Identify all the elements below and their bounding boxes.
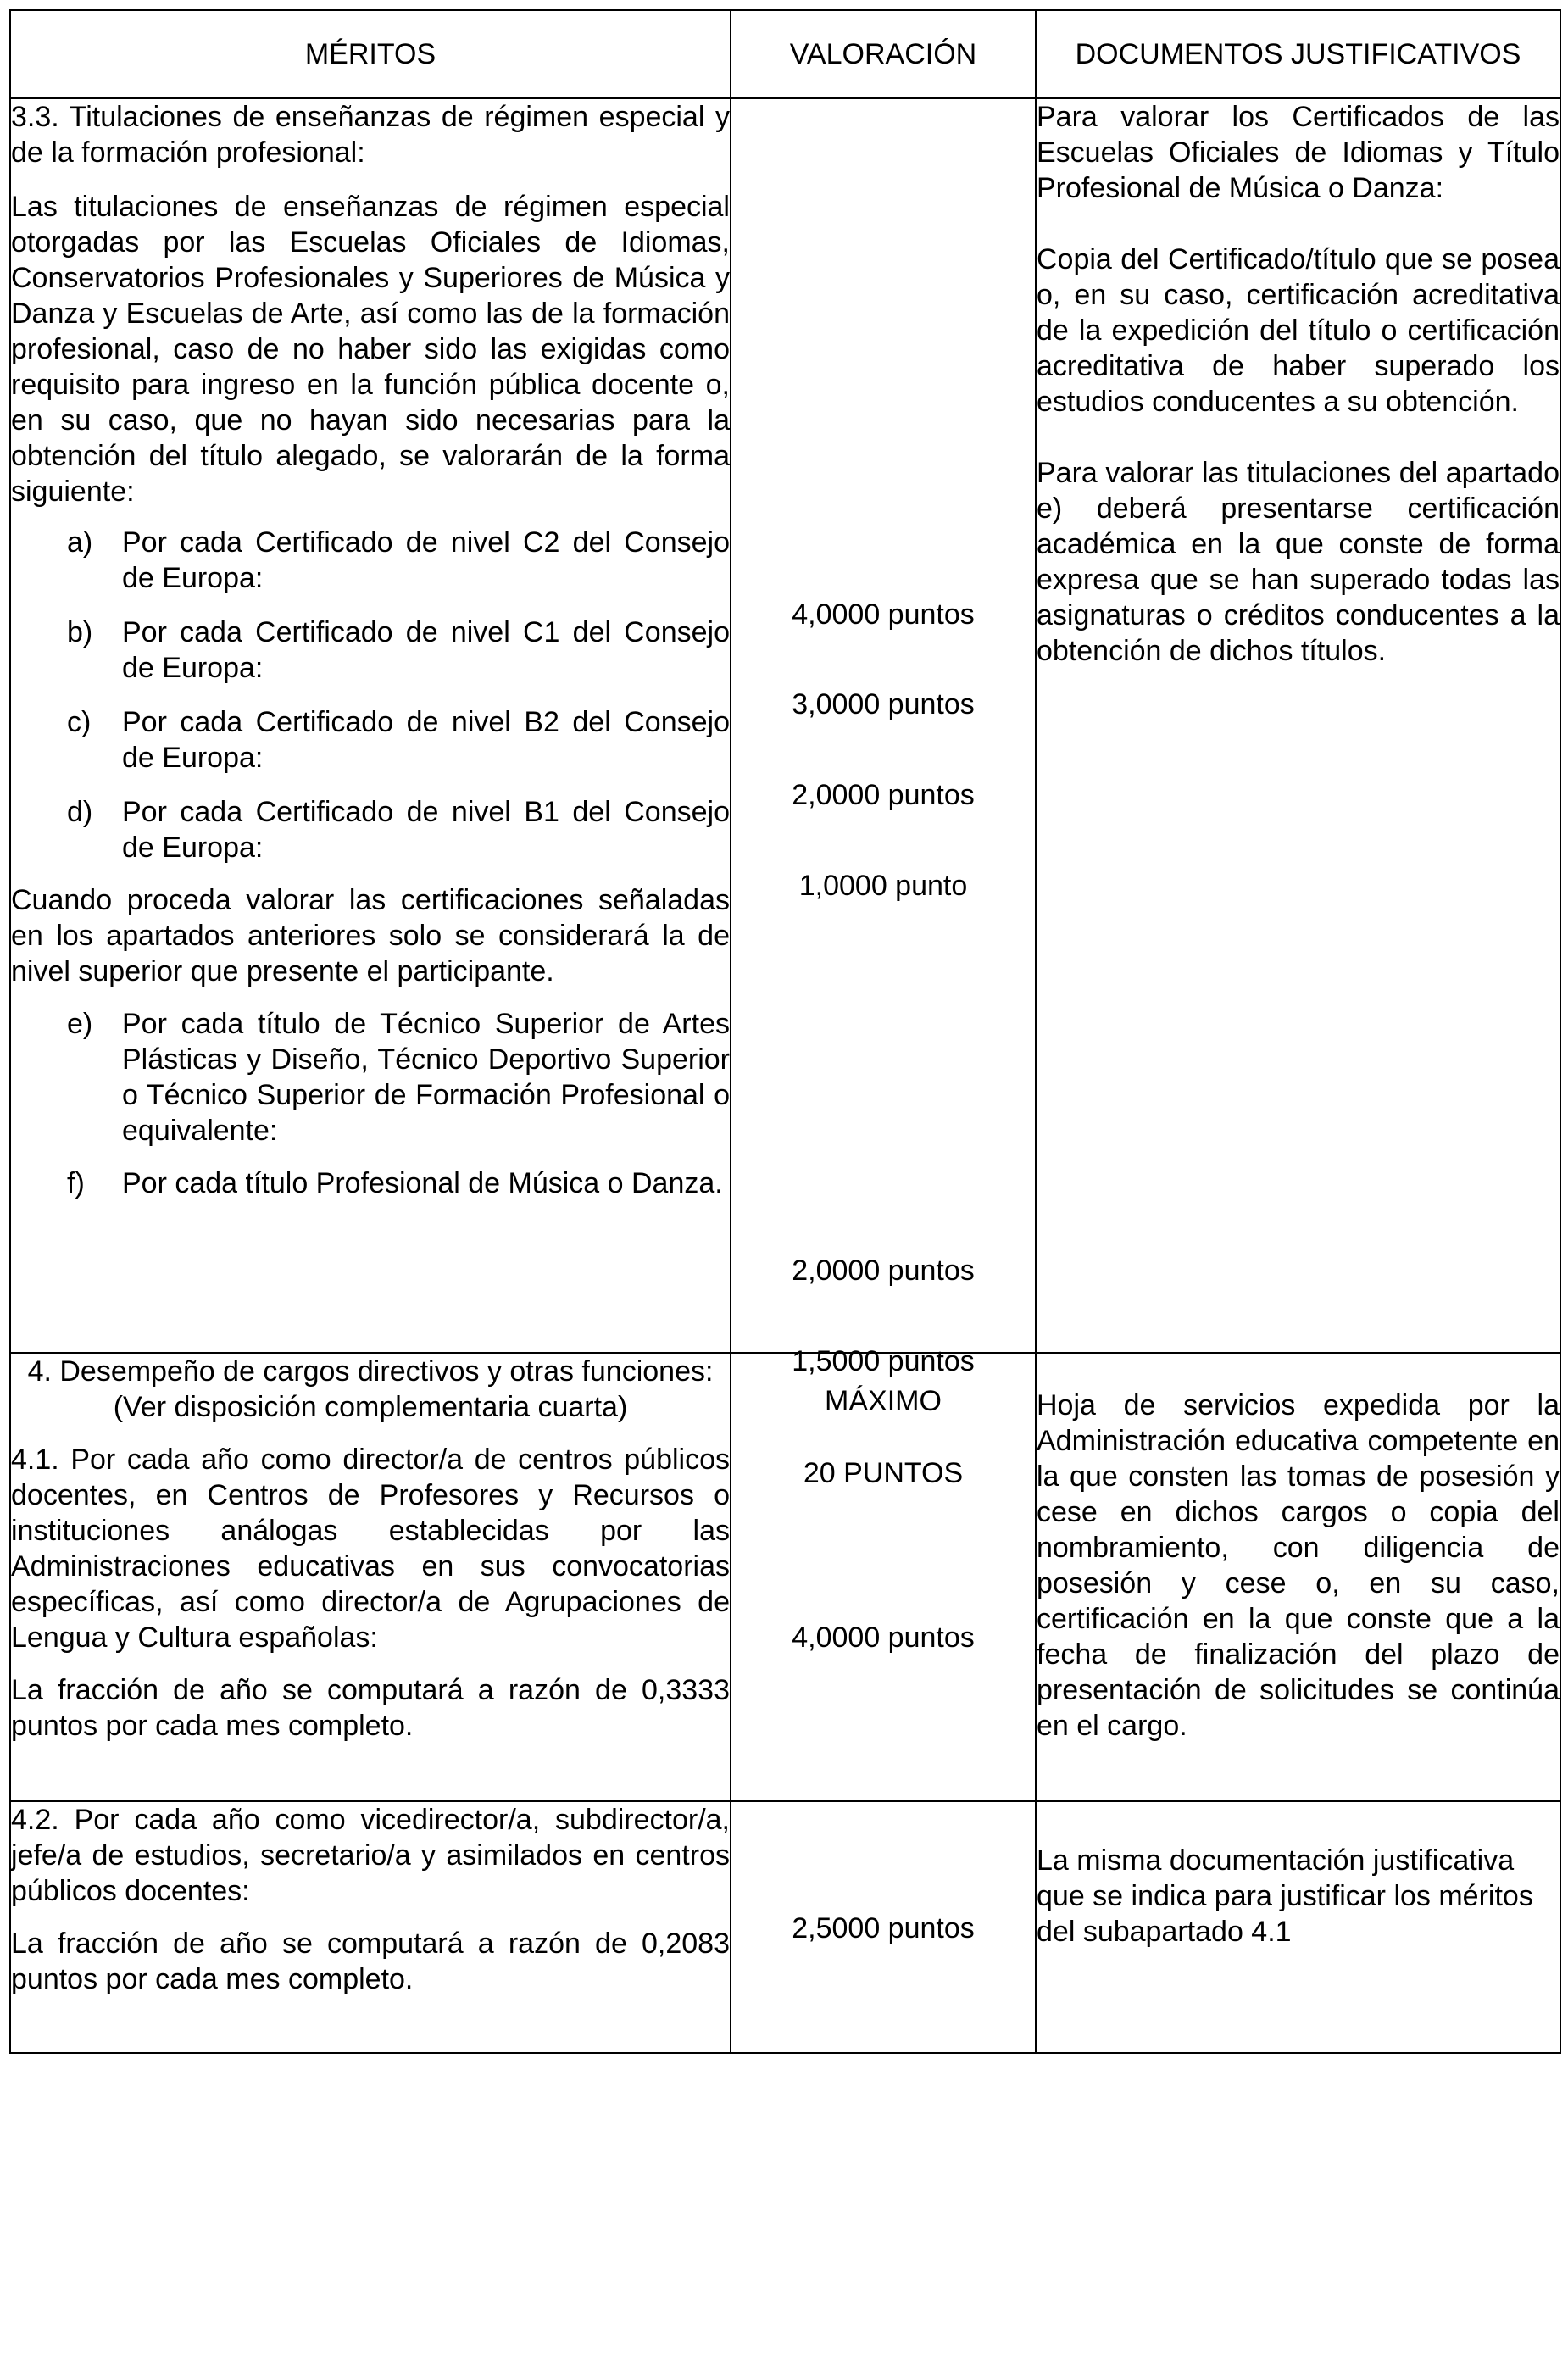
max-label: MÁXIMO	[825, 1385, 942, 1417]
valoracion-cell	[731, 1353, 1036, 1801]
docs-paragraph: Para valorar los Certificados de las Escuelas Oficiales de Idiomas y Título Profesional de Música o Danza:	[1037, 101, 1560, 204]
docs-paragraph: La misma documentación justificativa que se indica para justificar los méritos del subapartado 4.1	[1037, 1844, 1533, 1948]
item-text: Por cada Certificado de nivel C1 del Consejo de Europa:	[122, 616, 730, 684]
value-b: 3,0000 puntos	[792, 688, 975, 720]
item-label: d)	[67, 796, 93, 828]
item-label: e)	[67, 1008, 93, 1040]
row-4-1	[10, 1353, 1560, 1801]
row-3-3	[10, 98, 1560, 1353]
value-d: 1,0000 punto	[798, 870, 968, 902]
item-text: Por cada Certificado de nivel C2 del Consejo de Europa:	[122, 526, 730, 594]
documentos-cell	[1036, 1353, 1560, 1801]
max-value: 20 PUNTOS	[803, 1457, 964, 1489]
list-item	[11, 1165, 730, 1201]
value-e: 2,0000 puntos	[792, 1254, 975, 1287]
list-item	[11, 615, 730, 686]
merits-table	[9, 9, 1561, 2054]
item-label: f)	[67, 1167, 85, 1199]
valoracion-cell	[731, 1801, 1036, 2053]
section-heading: 4. Desempeño de cargos directivos y otras funciones:	[27, 1355, 714, 1388]
item-label: b)	[67, 616, 93, 648]
value-a: 4,0000 puntos	[792, 598, 975, 631]
meritos-cell	[10, 98, 731, 1353]
docs-paragraph: Copia del Certificado/título que se posea o, en su caso, certificación acreditativa de la expedición del título o certificación acreditativa de haber superado los estudios conducentes a su obtención.	[1037, 243, 1560, 418]
meritos-cell	[10, 1801, 731, 2053]
documentos-cell	[1036, 98, 1560, 1353]
section-intro: Las titulaciones de enseñanzas de régimen especial otorgadas por las Escuelas Oficiales de Idiomas, Conservatorios Profesionales y Superiores de Música y Danza y Escuelas de Arte, así como las de la formación profesional, caso de no haber sido las exigidas como requisito para ingreso en la función pública docente o, en su caso, que no hayan sido necesarias para la obtención del título alegado, se valorarán de la forma siguiente:	[11, 191, 730, 508]
list-item	[11, 1006, 730, 1149]
fraction-text: La fracción de año se computará a razón de 0,2083 puntos por cada mes completo.	[11, 1927, 730, 1995]
header-valoracion: VALORACIÓN	[731, 10, 1036, 98]
row-4-2	[10, 1801, 1560, 2053]
item-text: Por cada Certificado de nivel B1 del Consejo de Europa:	[122, 796, 730, 864]
section-text: 4.1. Por cada año como director/a de centros públicos docentes, en Centros de Profesores y Recursos o instituciones análogas establecidas por las Administraciones educativas en sus convocatorias específicas, así como director/a de Agrupaciones de Lengua y Cultura españolas:	[11, 1444, 730, 1654]
header-documentos: DOCUMENTOS JUSTIFICATIVOS	[1036, 10, 1560, 98]
section-text: 4.2. Por cada año como vicedirector/a, subdirector/a, jefe/a de estudios, secretario/a y asimilados en centros públicos docentes:	[11, 1804, 730, 1907]
value-4-1: 4,0000 puntos	[792, 1622, 975, 1654]
value-c: 2,0000 puntos	[792, 779, 975, 811]
valoracion-cell	[731, 98, 1036, 1377]
value-4-2: 2,5000 puntos	[792, 1912, 975, 1944]
item-label: a)	[67, 526, 93, 559]
docs-paragraph: Hoja de servicios expedida por la Administración educativa competente en la que consten las tomas de posesión y cese en dichos cargos o copia del nombramiento, con diligencia de posesión y cese o, en su caso, certificación en la que conste que a la fecha de finalización del plazo de presentación de solicitudes se continúa en el cargo.	[1037, 1389, 1560, 1742]
section-note: Cuando proceda valorar las certificaciones señaladas en los apartados anteriores solo se considerará la de nivel superior que presente el participante.	[11, 884, 730, 987]
value-f: 1,5000 puntos	[792, 1345, 975, 1377]
header-row	[10, 10, 1560, 98]
item-text: Por cada Certificado de nivel B2 del Consejo de Europa:	[122, 706, 730, 774]
list-item	[11, 704, 730, 776]
section-title: 3.3. Titulaciones de enseñanzas de régimen especial y de la formación profesional:	[11, 101, 730, 169]
fraction-text: La fracción de año se computará a razón de 0,3333 puntos por cada mes completo.	[11, 1674, 730, 1742]
list-item	[11, 794, 730, 865]
list-item	[11, 525, 730, 596]
meritos-cell	[10, 1353, 731, 1801]
item-text: Por cada título de Técnico Superior de Artes Plásticas y Diseño, Técnico Deportivo Superior o Técnico Superior de Formación Profesional o equivalente:	[122, 1008, 730, 1147]
header-meritos: MÉRITOS	[10, 10, 731, 98]
docs-paragraph: Para valorar las titulaciones del apartado e) deberá presentarse certificación académica en la que conste de forma expresa que se han superado todas las asignaturas o créditos conducentes a la obtención de dichos títulos.	[1037, 457, 1560, 667]
documentos-cell	[1036, 1801, 1560, 2053]
item-text: Por cada título Profesional de Música o Danza.	[122, 1167, 723, 1199]
item-label: c)	[67, 706, 92, 738]
section-heading-note: (Ver disposición complementaria cuarta)	[113, 1391, 628, 1423]
